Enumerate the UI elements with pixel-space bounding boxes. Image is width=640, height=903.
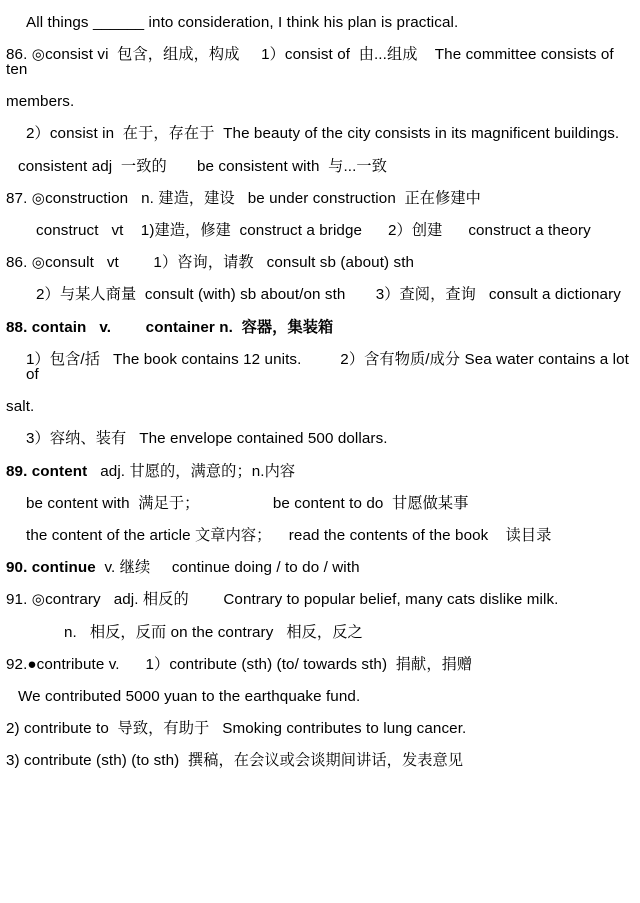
document-line: the content of the article 文章内容； read the contents of the book 读目录 (26, 526, 552, 544)
document-line: 86. ◎consult vt 1）咨询，请教 consult sb (about) sth (6, 254, 415, 272)
document-line: 3) contribute (sth) (to sth) 撰稿，在会议或会谈期间讲话，发表意见 (6, 752, 464, 770)
document-line-heading (6, 455, 634, 487)
entry-definition: v. 继续 continue doing / to do / with (95, 559, 360, 577)
document-line: We contributed 5000 yuan to the earthquake fund. (18, 687, 361, 705)
document-line: consistent adj 一致的 be consistent with 与...一致 (18, 157, 387, 175)
document-line-heading (6, 552, 634, 584)
entry-headword: 89. content (6, 462, 88, 480)
document-line: construct vt 1)建造，修建 construct a bridge 2）创建 construct a theory (36, 221, 591, 239)
document-line: members. (6, 93, 75, 111)
document-line: 3）容纳、装有 The envelope contained 500 dollars. (26, 430, 388, 448)
entry-definition: adj. 甘愿的，满意的；n.内容 (87, 462, 296, 480)
document-line: 2) contribute to 导致，有助于 Smoking contributes to lung cancer. (6, 720, 467, 738)
document-line: 2）consist in 在于，存在于 The beauty of the city consists in its magnificent buildings. (26, 125, 620, 143)
document-line: 86. ◎consist vi 包含，组成，构成 1）consist of 由...组成 The committee consists of ten (6, 45, 619, 78)
document-line: be content with 满足于； be content to do 甘愿做某事 (26, 494, 469, 512)
document-line: salt. (6, 398, 35, 416)
document-line: 87. ◎construction n. 建造，建设 be under construction 正在修建中 (6, 189, 481, 207)
document-line: 2）与某人商量 consult (with) sb about/on sth 3）查阅，查询 consult a dictionary (36, 286, 621, 304)
document-line: All things ______ into consideration, I think his plan is practical. (26, 13, 459, 31)
document-line: 1）包含/括 The book contains 12 units. 2）含有物质/成分 Sea water contains a lot of (26, 350, 634, 383)
document-line-heading: 88. contain v. container n. 容器，集装箱 (6, 318, 334, 336)
entry-headword: 90. continue (6, 559, 96, 577)
document-line: n. 相反，反而 on the contrary 相反，反之 (64, 623, 363, 641)
document-line: 91. ◎contrary adj. 相反的 Contrary to popular belief, many cats dislike milk. (6, 591, 559, 609)
document-line: 92.●contribute v. 1）contribute (sth) (to/ towards sth) 捐献，捐赠 (6, 655, 473, 673)
